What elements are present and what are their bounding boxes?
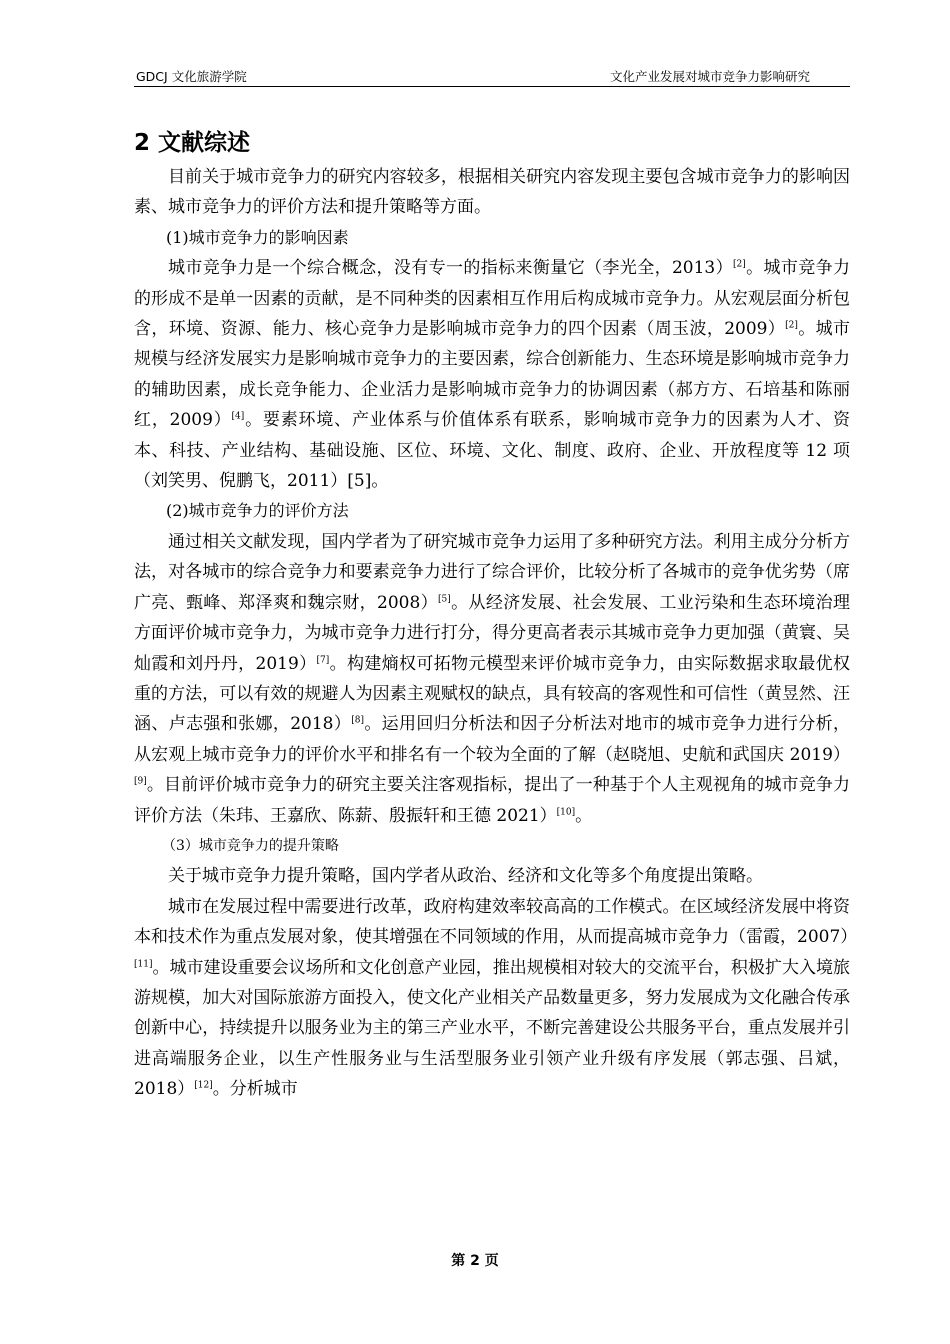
citation-ref: [5] [438,594,451,605]
paragraph [134,253,850,496]
header-paper-title: 文化产业发展对城市竞争力影响研究 [609,69,810,84]
citation-ref: [2] [732,259,746,270]
subheading [134,496,850,526]
paragraph [134,162,850,223]
text-run: 。目前评价城市竞争力的研究主要关注客观指标，提出了一种基于个人主观视角的城市竞争力评价方法（朱玮、王嘉欣、陈薪、殷振轩和王德 2021） [134,775,850,826]
citation-ref: [11] [134,958,153,969]
text-run: 关于城市竞争力提升策略，国内学者从政治、经济和文化等多个角度提出策略。 [168,866,763,887]
header-institution: GDCJ 文化旅游学院 [136,69,247,84]
text-run: 城市在发展过程中需要进行改革，政府构建效率较高高的工作模式。在区域经济发展中将资本和技术作为重点发展对象，使其增强在不同领域的作用，从而提高城市竞争力（雷霞，2007） [134,896,858,948]
text-run: 。城市建设重要会议场所和文化创意产业园，推出规模相对较大的交流平台，积极扩大入境旅游规模，加大对国际旅游方面投入，使文化产业相关产品数量更多，努力发展成为文化融合传承创新中心，持续提升以服务业为主的第三产业水平，不断完善建设公共服务平台，重点发展并引进高端服务企业，以生产性服务业与生活型服务业引领产业升级有序发展（郭志强、吕斌，2018） [134,957,850,1100]
text-run: 。运用回归分析法和因子分析法对地市的城市竞争力进行分析，从宏观上城市竞争力的评价水平和排名有一个较为全面的了解（赵晓旭、史航和武国庆 2019） [134,714,851,765]
subheading [134,831,850,861]
text-run: 。城市竞争力的形成不是单一因素的贡献，是不同种类的因素相互作用后构成城市竞争力。从宏观层面分析包含，环境、资源、能力、核心竞争力是影响城市竞争力的四个因素（周玉波，2009） [134,258,851,340]
text-run: (1)城市竞争力的影响因素 [166,227,349,247]
text-run: 。城市规模与经济发展实力是影响城市竞争力的主要因素，综合创新能力、生态环境是影响城市竞争力的辅助因素，成长竞争能力、企业活力是影响城市竞争力的协调因素（郝方方、石培基和陈丽红，2009） [134,319,850,431]
text-run: （3）城市竞争力的提升策略 [162,837,339,854]
citation-ref: [7] [316,654,330,665]
text-run: 通过相关文献发现，国内学者为了研究城市竞争力运用了多种研究方法。利用主成分分析方法，对各城市的综合竞争力和要素竞争力进行了综合评价，比较分析了各城市的竞争优劣势（席广亮、甄峰、郑泽爽和魏宗财，2008） [134,531,850,613]
section-title: 2 文献综述 [134,130,251,156]
subheading [134,223,850,253]
text-run: 目前关于城市竞争力的研究内容较多，根据相关研究内容发现主要包含城市竞争力的影响因素、城市竞争力的评价方法和提升策略等方面。 [134,167,850,218]
body-text [134,162,858,1105]
page-number: 第 2 页 [451,1253,499,1269]
text-run: 。要素环境、产业体系与价值体系有联系，影响城市竞争力的因素为人才、资本、科技、产业结构、基础设施、区位、环境、文化、制度、政府、企业、开放程度等 12 项（刘笑男、倪鹏飞，2011）[5]。 [134,410,851,492]
text-run: 。 [575,805,593,826]
citation-ref: [4] [231,411,245,422]
text-run: 。从经济发展、社会发展、工业污染和生态环境治理方面评价城市竞争力，为城市竞争力进行打分，得分更高者表示其城市竞争力更加强（黄寰、吴灿霞和刘丹丹，2019） [134,592,851,674]
text-run: 城市竞争力是一个综合概念，没有专一的指标来衡量它（李光全，2013） [168,258,733,279]
paragraph [134,527,850,831]
paragraph [134,892,858,1105]
citation-ref: [2] [785,320,798,331]
paragraph [134,861,850,891]
text-run: (2)城市竞争力的评价方法 [166,501,349,521]
citation-ref: [9] [134,776,147,787]
citation-ref: [8] [351,715,364,726]
citation-ref: [10] [556,806,576,817]
page-header [134,66,850,87]
text-run: 。分析城市 [212,1079,298,1100]
citation-ref: [12] [194,1080,213,1091]
text-run: 。构建熵权可拓物元模型来评价城市竞争力，由实际数据求取最优权重的方法，可以有效的规避人为因素主观赋权的缺点，具有较高的客观性和可信性（黄昱然、汪涵、卢志强和张娜，2018） [134,653,851,735]
